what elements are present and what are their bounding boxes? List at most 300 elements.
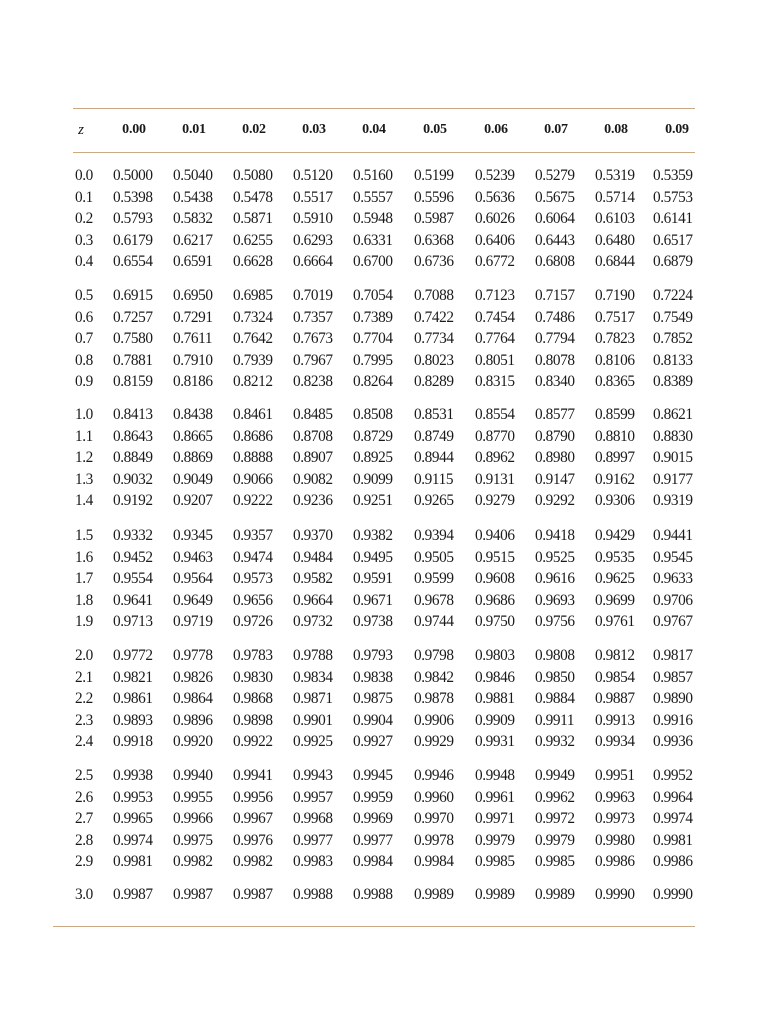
probability-cell: 0.9962	[535, 788, 575, 806]
probability-cell: 0.9732	[293, 613, 333, 630]
probability-cell: 0.9988	[353, 886, 393, 903]
probability-cell: 0.8770	[475, 427, 515, 445]
probability-cell: 0.9826	[173, 668, 213, 686]
z-value-cell: 2.8	[75, 831, 93, 849]
probability-cell: 0.7852	[653, 330, 693, 347]
z-value-cell: 1.8	[75, 591, 93, 609]
probability-cell: 0.9394	[414, 527, 454, 544]
probability-cell: 0.7580	[113, 330, 153, 347]
probability-cell: 0.9418	[535, 527, 575, 544]
probability-cell: 0.9931	[475, 733, 515, 750]
probability-cell: 0.9982	[233, 853, 273, 870]
probability-cell: 0.6480	[595, 231, 635, 249]
probability-cell: 0.5636	[475, 188, 515, 206]
probability-cell: 0.8078	[535, 351, 575, 369]
probability-cell: 0.9974	[113, 831, 153, 849]
probability-cell: 0.5714	[595, 188, 635, 206]
z-value-cell: 0.2	[75, 210, 93, 227]
table-row	[0, 647, 768, 669]
z-value-cell: 0.8	[75, 351, 93, 369]
z-value-cell: 0.6	[75, 308, 93, 326]
probability-cell: 0.9854	[595, 668, 635, 686]
probability-cell: 0.9463	[173, 548, 213, 566]
probability-cell: 0.7910	[173, 351, 213, 369]
probability-cell: 0.6368	[414, 231, 454, 249]
probability-cell: 0.8907	[293, 449, 333, 466]
probability-cell: 0.9967	[233, 810, 273, 827]
z-value-cell: 1.5	[75, 527, 93, 544]
probability-cell: 0.8531	[414, 406, 454, 423]
probability-cell: 0.9474	[233, 548, 273, 566]
probability-cell: 0.9834	[293, 668, 333, 686]
probability-cell: 0.8238	[293, 373, 333, 390]
probability-cell: 0.5160	[353, 167, 393, 184]
z-value-cell: 2.3	[75, 711, 93, 729]
probability-cell: 0.6517	[653, 231, 693, 249]
table-row	[0, 253, 768, 275]
probability-cell: 0.9978	[414, 831, 454, 849]
probability-cell: 0.9957	[293, 788, 333, 806]
z-value-cell: 0.1	[75, 188, 93, 206]
table-row	[0, 810, 768, 832]
probability-cell: 0.9938	[113, 767, 153, 784]
probability-cell: 0.7389	[353, 308, 393, 326]
probability-cell: 0.8106	[595, 351, 635, 369]
probability-cell: 0.9985	[535, 853, 575, 870]
probability-cell: 0.8389	[653, 373, 693, 390]
z-value-cell: 2.4	[75, 733, 93, 750]
probability-cell: 0.9934	[595, 733, 635, 750]
probability-cell: 0.8315	[475, 373, 515, 390]
probability-cell: 0.6772	[475, 253, 515, 270]
probability-cell: 0.9955	[173, 788, 213, 806]
probability-cell: 0.5080	[233, 167, 273, 184]
probability-cell: 0.7967	[293, 351, 333, 369]
probability-cell: 0.6331	[353, 231, 393, 249]
column-header: 0.02	[242, 122, 266, 137]
z-value-cell: 0.3	[75, 231, 93, 249]
probability-cell: 0.8051	[475, 351, 515, 369]
table-row	[0, 352, 768, 374]
probability-cell: 0.9345	[173, 527, 213, 544]
probability-cell: 0.9693	[535, 591, 575, 609]
probability-cell: 0.9207	[173, 492, 213, 509]
probability-cell: 0.6443	[535, 231, 575, 249]
column-header: 0.08	[604, 122, 628, 137]
probability-cell: 0.9909	[475, 711, 515, 729]
probability-cell: 0.8212	[233, 373, 273, 390]
probability-cell: 0.6217	[173, 231, 213, 249]
probability-cell: 0.9525	[535, 548, 575, 566]
probability-cell: 0.7764	[475, 330, 515, 347]
probability-cell: 0.9564	[173, 570, 213, 587]
probability-cell: 0.9706	[653, 591, 693, 609]
probability-cell: 0.6064	[535, 210, 575, 227]
probability-cell: 0.9911	[535, 711, 575, 729]
probability-cell: 0.9573	[233, 570, 273, 587]
z-value-cell: 0.0	[75, 167, 93, 184]
probability-cell: 0.7257	[113, 308, 153, 326]
probability-cell: 0.9319	[653, 492, 693, 509]
probability-cell: 0.9945	[353, 767, 393, 784]
probability-cell: 0.9916	[653, 711, 693, 729]
probability-cell: 0.8962	[475, 449, 515, 466]
row-group	[0, 647, 768, 755]
probability-cell: 0.9798	[414, 647, 454, 664]
probability-cell: 0.9987	[233, 886, 273, 903]
probability-cell: 0.9452	[113, 548, 153, 566]
probability-cell: 0.9177	[653, 470, 693, 488]
probability-cell: 0.9370	[293, 527, 333, 544]
probability-cell: 0.9990	[595, 886, 635, 903]
probability-cell: 0.8888	[233, 449, 273, 466]
probability-cell: 0.9265	[414, 492, 454, 509]
column-header: 0.07	[544, 122, 568, 137]
z-value-cell: 2.2	[75, 690, 93, 707]
probability-cell: 0.8577	[535, 406, 575, 423]
probability-cell: 0.9929	[414, 733, 454, 750]
table-row	[0, 330, 768, 352]
table-row	[0, 853, 768, 875]
probability-cell: 0.9082	[293, 470, 333, 488]
column-header: 0.01	[182, 122, 206, 137]
probability-cell: 0.9032	[113, 470, 153, 488]
probability-cell: 0.9953	[113, 788, 153, 806]
probability-cell: 0.9881	[475, 690, 515, 707]
table-row	[0, 733, 768, 755]
probability-cell: 0.9976	[233, 831, 273, 849]
row-group	[0, 167, 768, 275]
probability-cell: 0.9656	[233, 591, 273, 609]
probability-cell: 0.9838	[353, 668, 393, 686]
table-row	[0, 373, 768, 395]
probability-cell: 0.9974	[653, 810, 693, 827]
probability-cell: 0.9932	[535, 733, 575, 750]
probability-cell: 0.9949	[535, 767, 575, 784]
probability-cell: 0.9744	[414, 613, 454, 630]
column-header: 0.05	[423, 122, 447, 137]
row-group	[0, 406, 768, 514]
probability-cell: 0.6915	[113, 287, 153, 304]
probability-cell: 0.8289	[414, 373, 454, 390]
probability-cell: 0.9981	[653, 831, 693, 849]
probability-cell: 0.9952	[653, 767, 693, 784]
table-row	[0, 789, 768, 811]
probability-cell: 0.6103	[595, 210, 635, 227]
table-row	[0, 492, 768, 514]
row-group	[0, 287, 768, 395]
table-row	[0, 167, 768, 189]
z-value-cell: 2.1	[75, 668, 93, 686]
probability-cell: 0.9982	[173, 853, 213, 870]
probability-cell: 0.9686	[475, 591, 515, 609]
probability-cell: 0.9515	[475, 548, 515, 566]
probability-cell: 0.9279	[475, 492, 515, 509]
probability-cell: 0.9808	[535, 647, 575, 664]
probability-cell: 0.9987	[113, 886, 153, 903]
probability-cell: 0.7054	[353, 287, 393, 304]
probability-cell: 0.9943	[293, 767, 333, 784]
probability-cell: 0.5239	[475, 167, 515, 184]
probability-cell: 0.9871	[293, 690, 333, 707]
probability-cell: 0.9015	[653, 449, 693, 466]
table-row	[0, 549, 768, 571]
probability-cell: 0.9989	[414, 886, 454, 903]
column-header: 0.09	[665, 122, 689, 137]
probability-cell: 0.7454	[475, 308, 515, 326]
probability-cell: 0.8749	[414, 427, 454, 445]
probability-cell: 0.9582	[293, 570, 333, 587]
probability-cell: 0.8944	[414, 449, 454, 466]
probability-cell: 0.7939	[233, 351, 273, 369]
probability-cell: 0.9484	[293, 548, 333, 566]
table-bottom-rule	[53, 926, 695, 927]
z-value-cell: 2.6	[75, 788, 93, 806]
z-value-cell: 2.7	[75, 810, 93, 827]
row-group	[0, 886, 768, 908]
probability-cell: 0.9966	[173, 810, 213, 827]
probability-cell: 0.9893	[113, 711, 153, 729]
probability-cell: 0.8980	[535, 449, 575, 466]
z-value-cell: 1.7	[75, 570, 93, 587]
probability-cell: 0.8686	[233, 427, 273, 445]
probability-cell: 0.9495	[353, 548, 393, 566]
table-row	[0, 767, 768, 789]
probability-cell: 0.9292	[535, 492, 575, 509]
probability-cell: 0.9887	[595, 690, 635, 707]
probability-cell: 0.6554	[113, 253, 153, 270]
z-value-cell: 1.4	[75, 492, 93, 509]
probability-cell: 0.9505	[414, 548, 454, 566]
probability-cell: 0.9812	[595, 647, 635, 664]
probability-cell: 0.8023	[414, 351, 454, 369]
table-row	[0, 428, 768, 450]
probability-cell: 0.8599	[595, 406, 635, 423]
probability-cell: 0.5398	[113, 188, 153, 206]
probability-cell: 0.7517	[595, 308, 635, 326]
probability-cell: 0.9767	[653, 613, 693, 630]
probability-cell: 0.7224	[653, 287, 693, 304]
probability-cell: 0.6141	[653, 210, 693, 227]
table-row	[0, 189, 768, 211]
probability-cell: 0.9984	[414, 853, 454, 870]
probability-cell: 0.5987	[414, 210, 454, 227]
probability-cell: 0.9925	[293, 733, 333, 750]
probability-cell: 0.9545	[653, 548, 693, 566]
probability-cell: 0.9986	[595, 853, 635, 870]
probability-cell: 0.9977	[353, 831, 393, 849]
probability-cell: 0.9986	[653, 853, 693, 870]
z-value-cell: 1.2	[75, 449, 93, 466]
probability-cell: 0.8830	[653, 427, 693, 445]
probability-cell: 0.9940	[173, 767, 213, 784]
z-value-cell: 1.1	[75, 427, 93, 445]
probability-cell: 0.7549	[653, 308, 693, 326]
probability-cell: 0.6736	[414, 253, 454, 270]
row-group	[0, 527, 768, 635]
probability-cell: 0.9857	[653, 668, 693, 686]
probability-cell: 0.9608	[475, 570, 515, 587]
probability-cell: 0.9906	[414, 711, 454, 729]
z-value-cell: 0.5	[75, 287, 93, 304]
probability-cell: 0.7642	[233, 330, 273, 347]
table-row	[0, 210, 768, 232]
probability-cell: 0.7324	[233, 308, 273, 326]
probability-cell: 0.8365	[595, 373, 635, 390]
probability-cell: 0.9963	[595, 788, 635, 806]
probability-cell: 0.8264	[353, 373, 393, 390]
z-value-cell: 0.4	[75, 253, 93, 270]
z-value-cell: 2.5	[75, 767, 93, 784]
probability-cell: 0.7881	[113, 351, 153, 369]
row-group	[0, 767, 768, 875]
probability-cell: 0.9878	[414, 690, 454, 707]
probability-cell: 0.9664	[293, 591, 333, 609]
probability-cell: 0.9306	[595, 492, 635, 509]
probability-cell: 0.9842	[414, 668, 454, 686]
probability-cell: 0.8997	[595, 449, 635, 466]
probability-cell: 0.8643	[113, 427, 153, 445]
table-header-row	[0, 122, 768, 142]
probability-cell: 0.9975	[173, 831, 213, 849]
probability-cell: 0.6808	[535, 253, 575, 270]
z-value-cell: 2.0	[75, 647, 93, 664]
probability-cell: 0.9861	[113, 690, 153, 707]
probability-cell: 0.9981	[113, 853, 153, 870]
probability-cell: 0.7611	[173, 330, 213, 347]
probability-cell: 0.7190	[595, 287, 635, 304]
probability-cell: 0.9817	[653, 647, 693, 664]
probability-cell: 0.8508	[353, 406, 393, 423]
probability-cell: 0.9875	[353, 690, 393, 707]
probability-cell: 0.9251	[353, 492, 393, 509]
probability-cell: 0.9599	[414, 570, 454, 587]
probability-cell: 0.5000	[113, 167, 153, 184]
probability-cell: 0.5120	[293, 167, 333, 184]
probability-cell: 0.7088	[414, 287, 454, 304]
probability-cell: 0.8790	[535, 427, 575, 445]
probability-cell: 0.9971	[475, 810, 515, 827]
probability-cell: 0.9989	[535, 886, 575, 903]
probability-cell: 0.9750	[475, 613, 515, 630]
column-header: 0.00	[122, 122, 146, 137]
probability-cell: 0.8186	[173, 373, 213, 390]
probability-cell: 0.9980	[595, 831, 635, 849]
probability-cell: 0.9641	[113, 591, 153, 609]
probability-cell: 0.9868	[233, 690, 273, 707]
probability-cell: 0.5319	[595, 167, 635, 184]
probability-cell: 0.9979	[535, 831, 575, 849]
probability-cell: 0.9793	[353, 647, 393, 664]
probability-cell: 0.9625	[595, 570, 635, 587]
probability-cell: 0.9946	[414, 767, 454, 784]
probability-cell: 0.5279	[535, 167, 575, 184]
z-value-cell: 1.9	[75, 613, 93, 630]
probability-cell: 0.8708	[293, 427, 333, 445]
probability-cell: 0.9972	[535, 810, 575, 827]
probability-cell: 0.8869	[173, 449, 213, 466]
probability-cell: 0.9850	[535, 668, 575, 686]
probability-cell: 0.9927	[353, 733, 393, 750]
z-value-cell: 2.9	[75, 853, 93, 870]
probability-cell: 0.9429	[595, 527, 635, 544]
probability-cell: 0.9951	[595, 767, 635, 784]
probability-cell: 0.5948	[353, 210, 393, 227]
probability-cell: 0.9918	[113, 733, 153, 750]
probability-cell: 0.9960	[414, 788, 454, 806]
probability-cell: 0.9441	[653, 527, 693, 544]
probability-cell: 0.8925	[353, 449, 393, 466]
probability-cell: 0.9591	[353, 570, 393, 587]
probability-cell: 0.6664	[293, 253, 333, 270]
probability-cell: 0.7123	[475, 287, 515, 304]
probability-cell: 0.9846	[475, 668, 515, 686]
probability-cell: 0.7704	[353, 330, 393, 347]
probability-cell: 0.9983	[293, 853, 333, 870]
probability-cell: 0.6026	[475, 210, 515, 227]
probability-cell: 0.9236	[293, 492, 333, 509]
probability-cell: 0.7734	[414, 330, 454, 347]
probability-cell: 0.9382	[353, 527, 393, 544]
table-row	[0, 449, 768, 471]
probability-cell: 0.7673	[293, 330, 333, 347]
probability-cell: 0.9713	[113, 613, 153, 630]
probability-cell: 0.9985	[475, 853, 515, 870]
z-value-cell: 1.6	[75, 548, 93, 566]
table-header-rule	[73, 152, 695, 153]
probability-cell: 0.6591	[173, 253, 213, 270]
z-value-cell: 0.7	[75, 330, 93, 347]
probability-cell: 0.9788	[293, 647, 333, 664]
probability-cell: 0.9973	[595, 810, 635, 827]
probability-cell: 0.8485	[293, 406, 333, 423]
probability-cell: 0.9783	[233, 647, 273, 664]
probability-cell: 0.5359	[653, 167, 693, 184]
probability-cell: 0.9131	[475, 470, 515, 488]
probability-cell: 0.9970	[414, 810, 454, 827]
probability-cell: 0.9616	[535, 570, 575, 587]
probability-cell: 0.5517	[293, 188, 333, 206]
probability-cell: 0.8810	[595, 427, 635, 445]
table-row	[0, 669, 768, 691]
probability-cell: 0.5478	[233, 188, 273, 206]
probability-cell: 0.9898	[233, 711, 273, 729]
probability-cell: 0.9830	[233, 668, 273, 686]
probability-cell: 0.5910	[293, 210, 333, 227]
table-row	[0, 309, 768, 331]
probability-cell: 0.9066	[233, 470, 273, 488]
probability-cell: 0.9115	[414, 470, 454, 488]
probability-cell: 0.9989	[475, 886, 515, 903]
probability-cell: 0.9913	[595, 711, 635, 729]
probability-cell: 0.5199	[414, 167, 454, 184]
probability-cell: 0.9147	[535, 470, 575, 488]
table-row	[0, 690, 768, 712]
probability-cell: 0.9406	[475, 527, 515, 544]
probability-cell: 0.9968	[293, 810, 333, 827]
probability-cell: 0.7486	[535, 308, 575, 326]
probability-cell: 0.9961	[475, 788, 515, 806]
probability-cell: 0.5793	[113, 210, 153, 227]
probability-cell: 0.8340	[535, 373, 575, 390]
probability-cell: 0.7157	[535, 287, 575, 304]
probability-cell: 0.8849	[113, 449, 153, 466]
table-row	[0, 287, 768, 309]
probability-cell: 0.9941	[233, 767, 273, 784]
z-value-cell: 0.9	[75, 373, 93, 390]
column-header: 0.03	[302, 122, 326, 137]
probability-cell: 0.9192	[113, 492, 153, 509]
